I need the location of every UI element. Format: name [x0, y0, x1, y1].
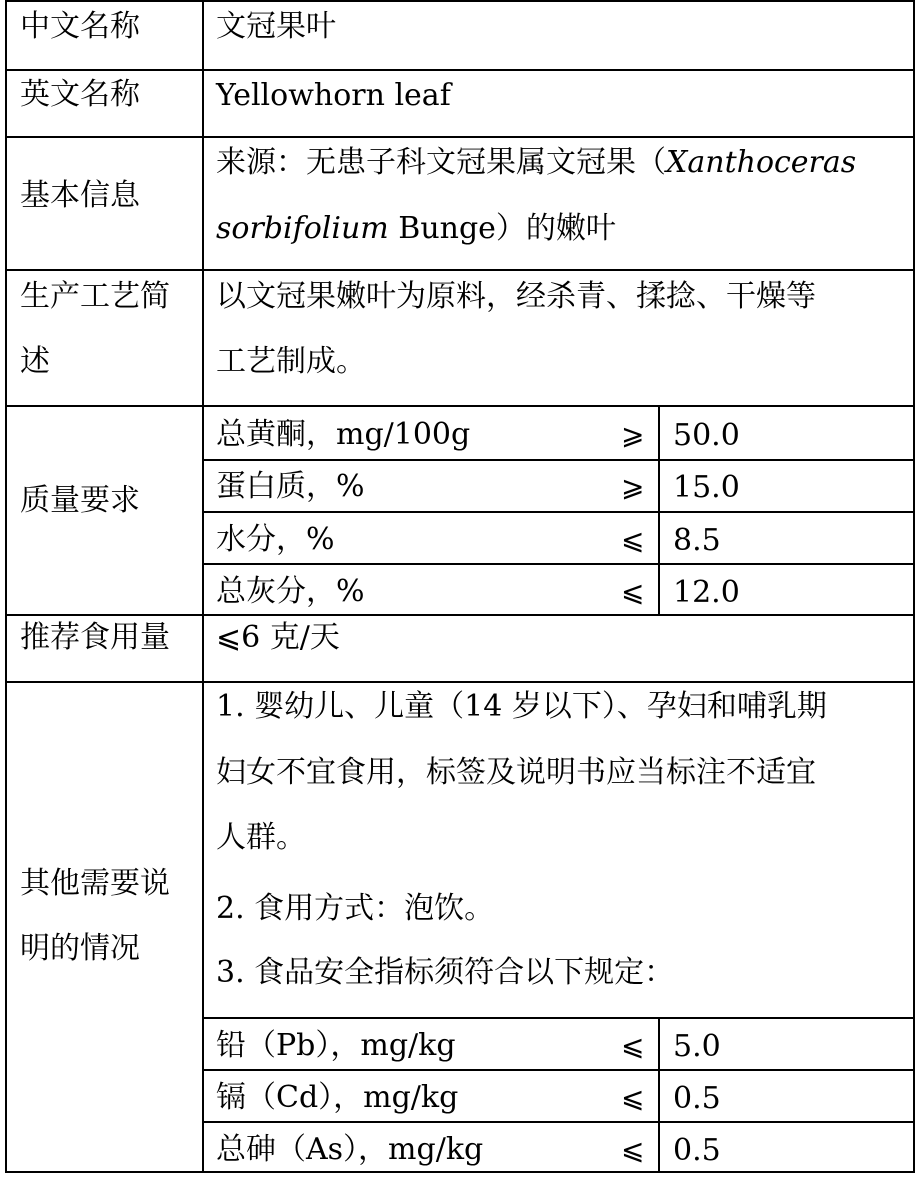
- row-divider: [5, 136, 915, 138]
- quality-item-operator: ⩾: [621, 418, 645, 451]
- quality-item-value: 15.0: [673, 470, 740, 505]
- quality-subdivider: [658, 405, 660, 614]
- border-left: [5, 0, 7, 1173]
- source-text-end: Bunge）的嫩叶: [388, 211, 616, 246]
- safety-item-operator: ⩽: [621, 1133, 645, 1166]
- row-label-process-l2: 述: [20, 344, 50, 379]
- row-label-other-l2: 明的情况: [20, 931, 140, 966]
- row-label-dosage: 推荐食用量: [20, 620, 170, 655]
- border-top: [5, 0, 915, 2]
- safety-subdivider: [658, 1017, 660, 1173]
- process-text-line2: 工艺制成。: [216, 344, 366, 379]
- dosage-value: ⩽6 克/天: [216, 620, 340, 655]
- safety-row-divider: [202, 1069, 915, 1071]
- row-divider: [5, 405, 915, 407]
- other-note-1-line3: 人群。: [216, 820, 306, 855]
- quality-item-operator: ⩽: [621, 523, 645, 556]
- row-label-process-l1: 生产工艺简: [20, 279, 170, 314]
- safety-item-operator: ⩽: [621, 1081, 645, 1114]
- safety-item-name: 总砷（As），mg/kg: [216, 1132, 484, 1167]
- row-label-cn-name: 中文名称: [20, 9, 140, 44]
- quality-item-operator: ⩽: [621, 575, 645, 608]
- safety-item-operator: ⩽: [621, 1029, 645, 1062]
- en-name-value: Yellowhorn leaf: [216, 78, 451, 113]
- border-bottom: [5, 1171, 915, 1173]
- basic-info-line1: [216, 145, 857, 180]
- safety-item-name: 镉（Cd），mg/kg: [216, 1080, 459, 1115]
- source-text: 来源：无患子科文冠果属文冠果（: [216, 145, 666, 180]
- other-note-2: 2. 食用方式：泡饮。: [216, 891, 495, 926]
- quality-row-divider: [202, 459, 915, 461]
- safety-item-value: 0.5: [673, 1081, 721, 1116]
- row-divider: [5, 681, 915, 683]
- latin-species: sorbifolium: [216, 211, 389, 246]
- quality-row-divider: [202, 511, 915, 513]
- other-note-1-line1: 1. 婴幼儿、儿童（14 岁以下）、孕妇和哺乳期: [216, 689, 827, 724]
- quality-item-name: 总灰分，%: [216, 574, 365, 609]
- quality-item-operator: ⩾: [621, 470, 645, 503]
- other-note-3: 3. 食品安全指标须符合以下规定：: [216, 955, 675, 990]
- safety-table-top: [202, 1017, 915, 1019]
- quality-item-name: 蛋白质，%: [216, 469, 365, 504]
- quality-row-divider: [202, 563, 915, 565]
- quality-item-value: 8.5: [673, 523, 721, 558]
- safety-row-divider: [202, 1121, 915, 1123]
- cn-name-value: 文冠果叶: [216, 9, 336, 44]
- latin-genus: Xanthoceras: [666, 145, 857, 180]
- safety-item-name: 铅（Pb），mg/kg: [216, 1028, 456, 1063]
- row-label-basic-info: 基本信息: [20, 178, 140, 213]
- safety-item-value: 0.5: [673, 1133, 721, 1168]
- basic-info-line2: [216, 211, 616, 246]
- quality-item-name: 水分，%: [216, 522, 335, 557]
- column-divider: [202, 0, 204, 1173]
- row-divider: [5, 269, 915, 271]
- row-label-quality: 质量要求: [20, 483, 140, 518]
- quality-item-value: 50.0: [673, 418, 740, 453]
- row-divider: [5, 614, 915, 616]
- safety-item-value: 5.0: [673, 1029, 721, 1064]
- other-note-1-line2: 妇女不宜食用，标签及说明书应当标注不适宜: [216, 755, 816, 790]
- border-right: [913, 0, 915, 1173]
- process-text-line1: 以文冠果嫩叶为原料，经杀青、揉捻、干燥等: [216, 279, 816, 314]
- row-divider: [5, 69, 915, 71]
- row-label-other-l1: 其他需要说: [20, 866, 170, 901]
- quality-item-value: 12.0: [673, 575, 740, 610]
- row-label-en-name: 英文名称: [20, 77, 140, 112]
- quality-item-name: 总黄酮，mg/100g: [216, 417, 471, 452]
